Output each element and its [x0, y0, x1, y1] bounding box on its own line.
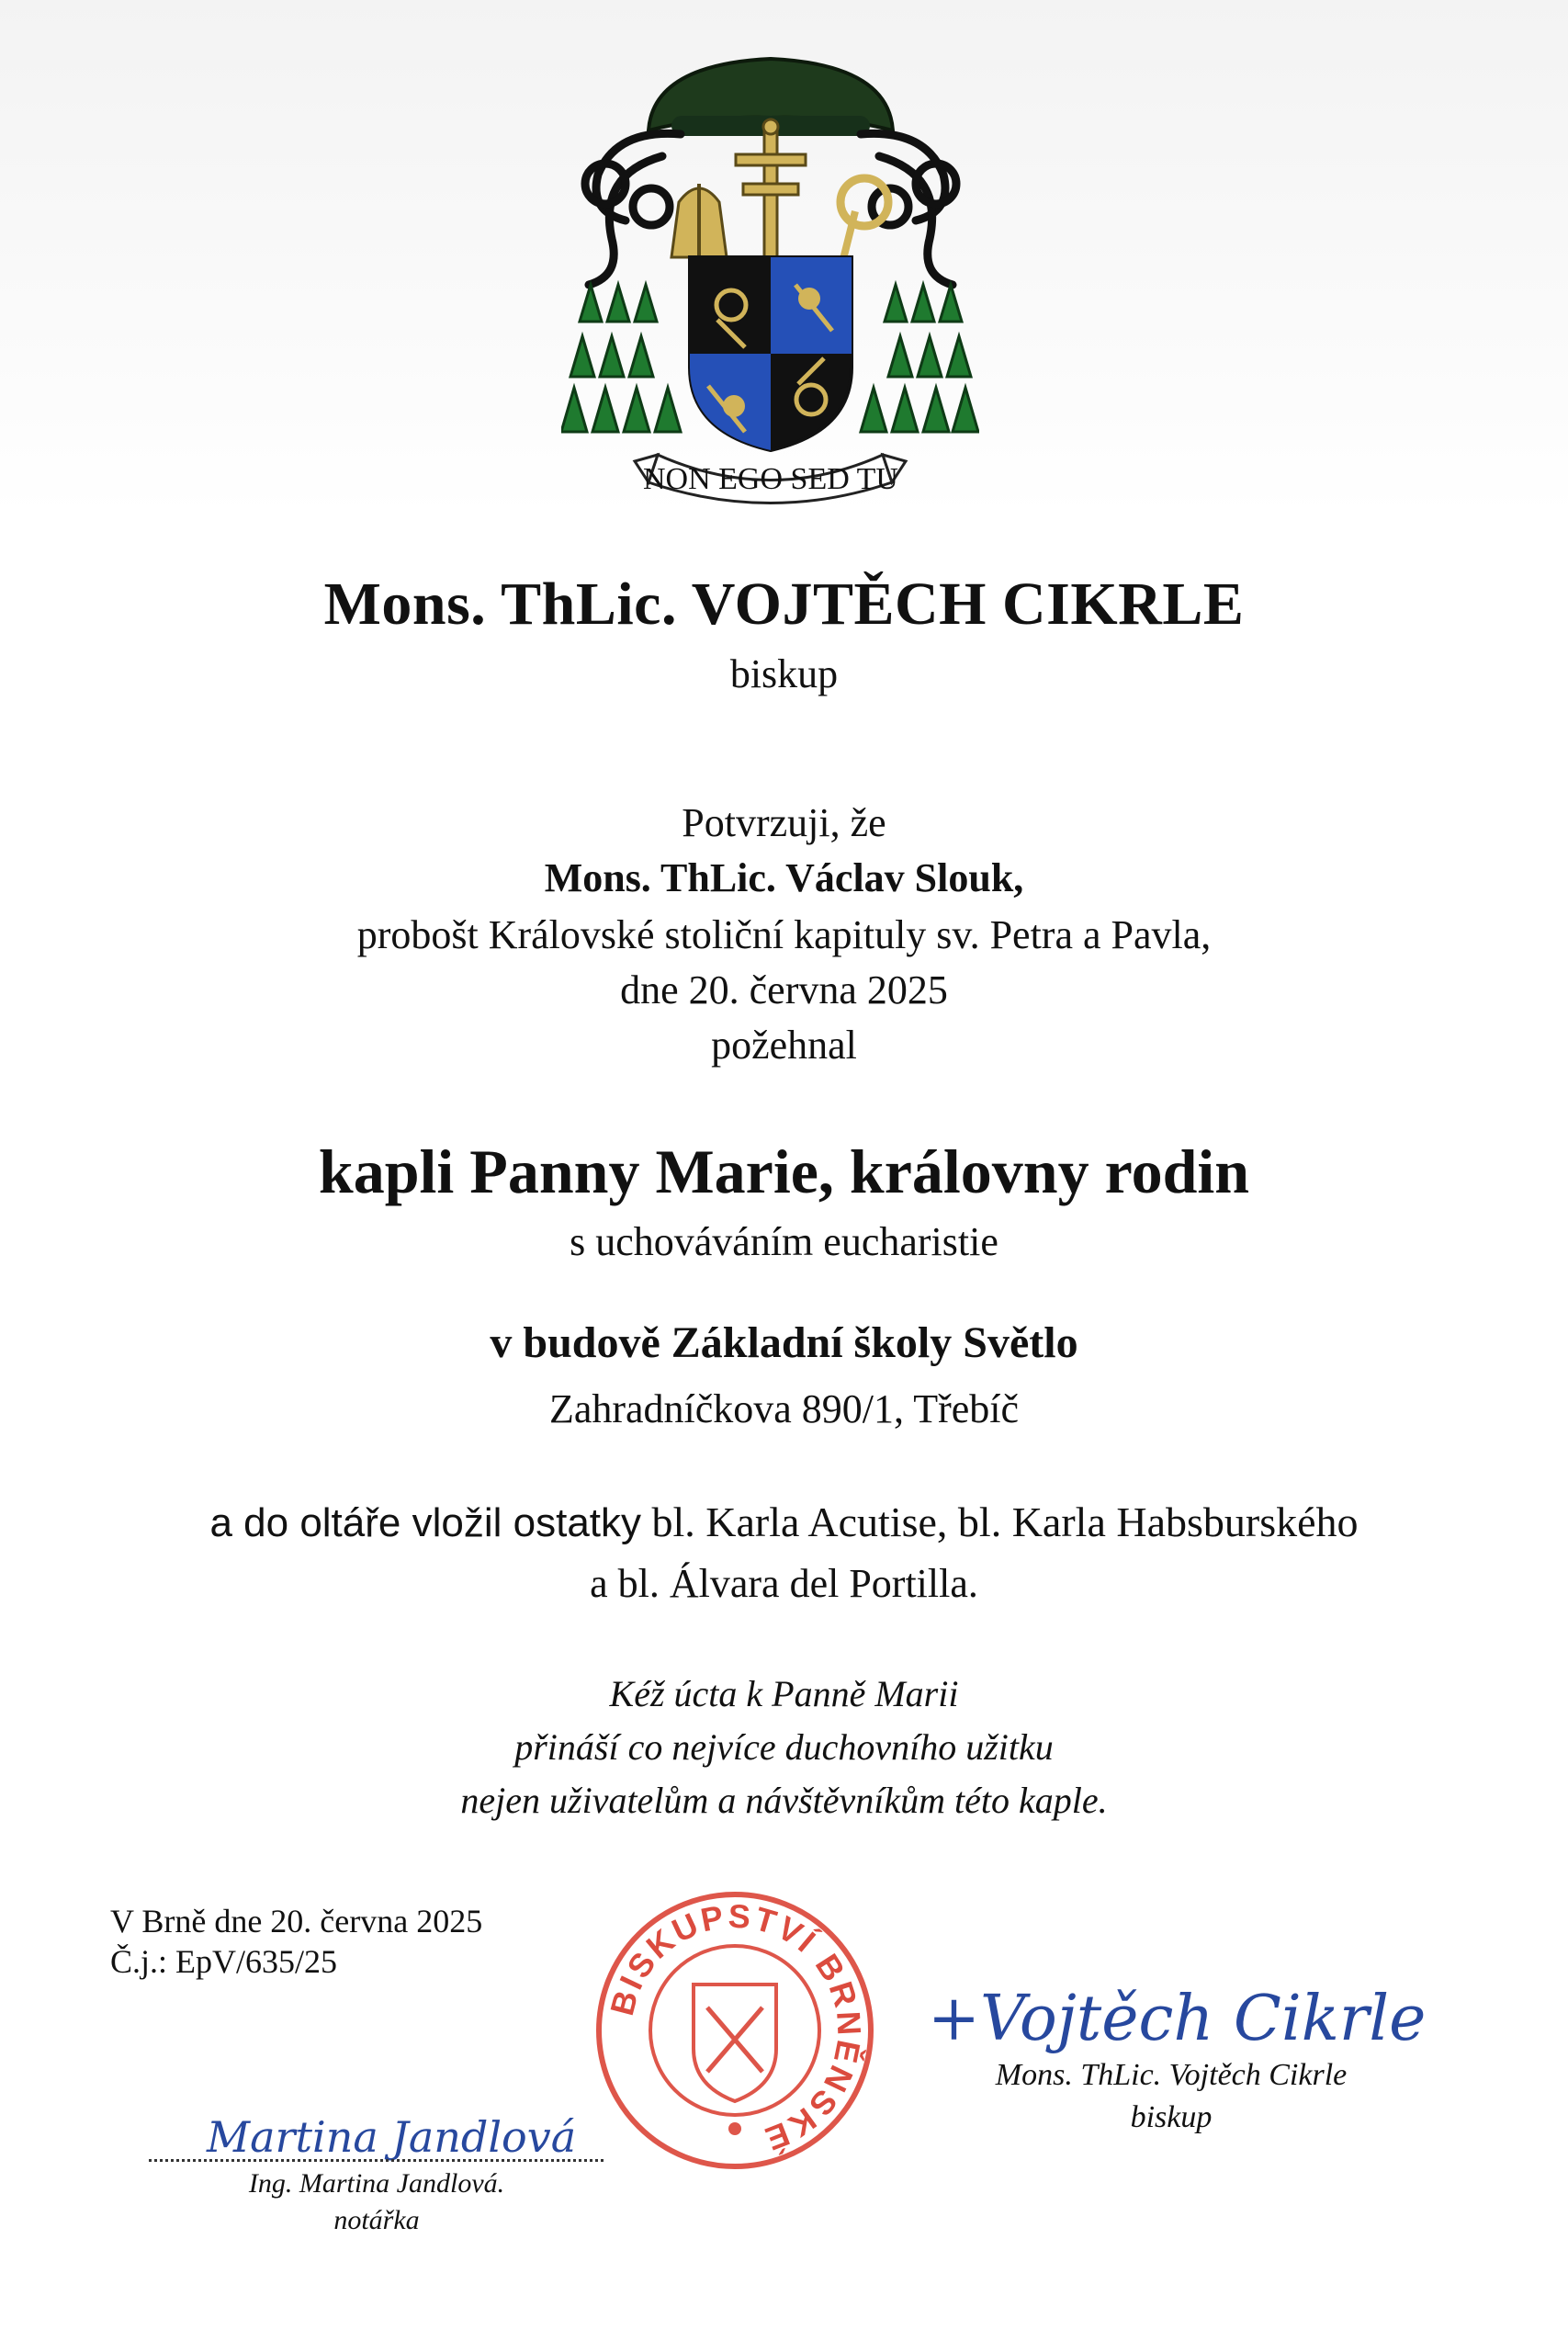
seal-text: BISKUPSTVÍ BRNĚNSKÉ	[603, 1896, 869, 2160]
wish-line-1: Kéž úcta k Panně Marii	[609, 1673, 959, 1714]
blessed-text: požehnal	[711, 1023, 857, 1068]
bishop-signature-icon	[919, 1966, 1451, 2067]
notary-signature-line	[149, 2159, 604, 2162]
notary-name: Ing. Martina Jandlová.	[248, 2168, 505, 2199]
provost-text: probošt Královské stoliční kapituly sv. Petra a Pavla,	[356, 912, 1212, 957]
bishop-header-name: Mons. ThLic. VOJTĚCH CIKRLE	[323, 571, 1245, 638]
building-name: v budově Základní školy Světlo	[490, 1318, 1078, 1367]
confirm-text: Potvrzuji, že	[682, 800, 886, 845]
notary-title: notářka	[333, 2205, 420, 2235]
wish-line-3: nejen uživatelům a návštěvníkům této kaple.	[460, 1780, 1108, 1821]
relics-line-2: a bl. Álvara del Portilla.	[590, 1561, 978, 1606]
diocese-seal-icon	[592, 1888, 877, 2173]
bishop-signatory-name: Mons. ThLic. Vojtěch Cikrle	[995, 2058, 1348, 2092]
address-text: Zahradníčkova 890/1, Třebíč	[548, 1386, 1020, 1431]
relics-saints: bl. Karla Acutise, bl. Karla Habsburského	[651, 1498, 1359, 1545]
bishop-signatory-title: biskup	[1130, 2100, 1213, 2134]
bishop-signature-text: +Vojtěch Cikrle	[928, 1983, 1427, 2055]
coat-of-arms-icon	[561, 46, 979, 505]
svg-text:BISKUPSTVÍ BRNĚNSKÉ	[603, 1896, 869, 2159]
relics-line-1	[0, 1498, 1568, 1546]
priest-name: Mons. ThLic. Václav Slouk,	[544, 855, 1024, 900]
notary-signature-text: Martina Jandlová	[207, 2112, 577, 2162]
bishop-header-office: biskup	[729, 651, 839, 696]
place-date: V Brně dne 20. června 2025	[110, 1903, 483, 1939]
wish-line-2: přináší co nejvíce duchovního užitku	[514, 1726, 1054, 1768]
reservation-text: s uchováváním eucharistie	[570, 1219, 998, 1264]
notary-signature-icon	[197, 2095, 583, 2168]
crest-motto: NON EGO SED TU	[643, 462, 898, 496]
relics-lead: a do oltáře vložil ostatky	[209, 1500, 642, 1545]
reference-number: Č.j.: EpV/635/25	[110, 1943, 338, 1980]
chapel-name: kapli Panny Marie, královny rodin	[318, 1136, 1250, 1206]
blessing-date: dne 20. června 2025	[620, 967, 948, 1012]
